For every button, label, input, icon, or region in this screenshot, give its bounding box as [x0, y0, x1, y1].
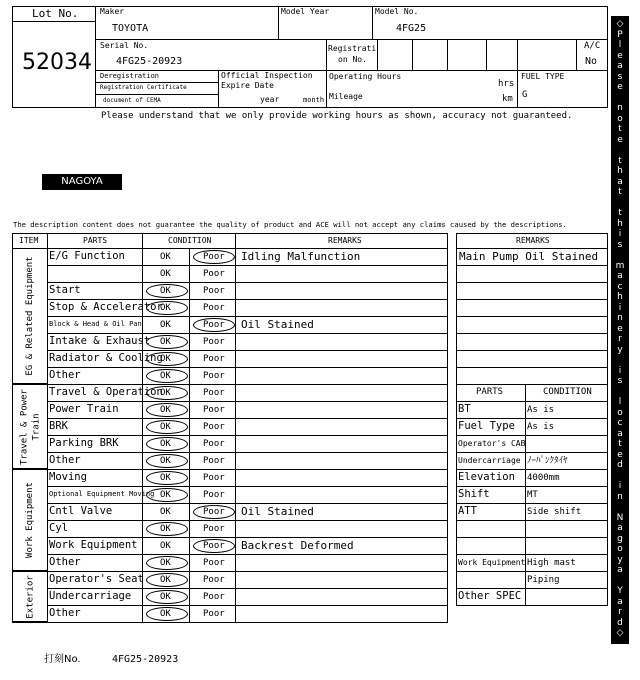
sidebar-char: c [617, 281, 623, 292]
poor-option: Poor [203, 354, 225, 364]
part-name: Cyl [49, 522, 68, 534]
sidebar-char: i [618, 229, 622, 240]
remarks-cell [235, 265, 448, 283]
poor-option: Poor [203, 439, 225, 449]
poor-option: Poor [203, 252, 225, 262]
poor-option: Poor [203, 286, 225, 296]
sidebar-text [611, 16, 629, 644]
sidebar-char: a [617, 271, 623, 282]
ok-selected-circle [146, 369, 188, 383]
ok-option: OK [160, 507, 171, 517]
ok-option: OK [160, 524, 171, 534]
right-remarks-row [456, 350, 608, 368]
lot-number: 52034 [22, 50, 92, 75]
location-sidebar [611, 16, 629, 644]
spec-part-name: Fuel Type [458, 420, 515, 432]
year-label: year [260, 95, 280, 104]
deregistration-divider-1 [95, 82, 219, 83]
spec-value-cell [525, 520, 608, 538]
remarks-cell [235, 282, 448, 300]
notice-text: Please understand that we only provide working hours as shown, accuracy not guaranteed. [101, 111, 573, 121]
part-name: Travel & Operation [49, 386, 163, 398]
ok-option: OK [160, 371, 171, 381]
sidebar-char: o [617, 407, 623, 418]
spec-part-name: Shift [458, 488, 490, 500]
spec-value-cell [525, 588, 608, 606]
spec-value: As is [527, 422, 555, 432]
ok-option: OK [160, 473, 171, 483]
sidebar-char: a [617, 428, 623, 439]
registration-label-2: on No. [338, 55, 367, 64]
registration-label-1: Registrati [328, 44, 377, 53]
ok-option: OK [160, 354, 171, 364]
poor-selected-circle [193, 539, 235, 553]
remarks-cell [235, 299, 448, 317]
part-name: Optional Equipment Moving [49, 490, 155, 498]
spec-value: High mast [527, 558, 576, 568]
sidebar-char: a [617, 596, 623, 607]
fuel-type-label: FUEL TYPE [521, 72, 565, 81]
ok-option: OK [160, 456, 171, 466]
ok-option: OK [160, 609, 171, 619]
remarks-cell [235, 418, 448, 436]
spec-value-cell [525, 537, 608, 555]
item-group-label: Travel & Power Train [19, 388, 41, 465]
sidebar-char: o [617, 544, 623, 555]
maker-value: TOYOTA [112, 23, 149, 34]
poor-option: Poor [203, 541, 225, 551]
part-name: Operator's Seat [49, 573, 144, 585]
ok-option: OK [160, 558, 171, 568]
spec-part-cell [456, 520, 526, 538]
remarks-cell [235, 384, 448, 402]
spec-value: 4000mm [527, 473, 560, 483]
part-name: Stop & Accelerator [49, 301, 163, 313]
ok-option: OK [160, 252, 171, 262]
remarks-cell [235, 571, 448, 589]
sidebar-char: n [617, 491, 623, 502]
poor-option: Poor [203, 558, 225, 568]
poor-option: Poor [203, 320, 225, 330]
sidebar-char: ◇ [616, 19, 624, 29]
part-name: Start [49, 284, 81, 296]
sidebar-char: y [617, 344, 623, 355]
remarks-cell [235, 554, 448, 572]
ok-option: OK [160, 575, 171, 585]
inspection-label-1: Official Inspection [221, 71, 313, 80]
mileage-label: Mileage [329, 92, 363, 101]
disclaimer-text: The description content does not guarantee the quality of product and ACE will not accept any claims caused by the descriptions. [13, 220, 567, 229]
part-name: Moving [49, 471, 87, 483]
sidebar-char: Y [617, 586, 623, 597]
sidebar-char: c [617, 418, 623, 429]
part-name: Work Equipment [49, 539, 138, 551]
remarks-cell [235, 605, 448, 623]
ok-selected-circle [146, 471, 188, 485]
col-item-header: ITEM [19, 236, 39, 245]
poor-option: Poor [203, 490, 225, 500]
remark-text: Oil Stained [241, 505, 314, 518]
poor-option: Poor [203, 303, 225, 313]
ok-selected-circle [146, 352, 188, 366]
lot-no-label: Lot No. [32, 7, 79, 20]
ok-option: OK [160, 592, 171, 602]
part-name: Power Train [49, 403, 119, 415]
poor-option: Poor [203, 456, 225, 466]
sidebar-char: o [617, 113, 623, 124]
ok-option: OK [160, 303, 171, 313]
remark-text: Backrest Deformed [241, 539, 354, 552]
sidebar-char: s [617, 71, 623, 82]
poor-option: Poor [203, 609, 225, 619]
spec-part-cell [456, 537, 526, 555]
spec-value: MT [527, 490, 538, 500]
sidebar-char: a [617, 176, 623, 187]
registration-box-2 [412, 39, 448, 71]
remarks-cell [235, 350, 448, 368]
model-no-label: Model No. [375, 7, 419, 16]
poor-option: Poor [203, 473, 225, 483]
part-name: Undercarriage [49, 590, 132, 602]
spec-part-cell [456, 571, 526, 589]
sidebar-char: a [617, 61, 623, 72]
sidebar-char: e [617, 82, 623, 93]
poor-option: Poor [203, 388, 225, 398]
operating-hours-label: Operating Hours [329, 72, 402, 81]
sidebar-char: m [615, 260, 625, 271]
ok-option: OK [160, 337, 171, 347]
maker-label: Maker [100, 7, 125, 16]
remarks-cell [235, 333, 448, 351]
poor-option: Poor [203, 507, 225, 517]
sidebar-char: N [616, 512, 624, 523]
col-remarks-header: REMARKS [328, 236, 362, 245]
ok-selected-circle [146, 386, 188, 400]
spec-part-name: Work Equipment [458, 558, 526, 567]
spec-value: Side shift [527, 507, 582, 517]
sidebar-char: i [618, 365, 622, 376]
ok-selected-circle [146, 454, 188, 468]
spec-part-name: BT [458, 403, 471, 415]
ok-option: OK [160, 320, 171, 330]
col-parts-header: PARTS [83, 236, 108, 245]
spec-part-name: Undercarriage [458, 456, 521, 465]
item-group-label: EG & Related Equipment [25, 256, 35, 376]
ac-value: No [585, 56, 598, 67]
ok-selected-circle [146, 488, 188, 502]
sidebar-char: h [617, 166, 623, 177]
ok-option: OK [160, 439, 171, 449]
footer-value: 4FG25-20923 [112, 654, 179, 665]
registration-certificate-label: Registration Certificate [100, 84, 187, 91]
ok-option: OK [160, 490, 171, 500]
sidebar-char: r [618, 334, 622, 345]
sidebar-char: r [618, 607, 622, 618]
ac-label: A/C [584, 41, 601, 51]
sidebar-char: e [617, 134, 623, 145]
ok-selected-circle [146, 590, 188, 604]
right-remark-line: Main Pump Oil Stained [459, 250, 599, 263]
cema-label: document of CEMA [103, 97, 161, 104]
poor-selected-circle [193, 318, 235, 332]
item-group-label: Exterior [25, 574, 35, 619]
spec-part-name: ATT [458, 505, 477, 517]
sidebar-char: i [618, 302, 622, 313]
sidebar-char: e [617, 449, 623, 460]
remarks-cell [235, 469, 448, 487]
part-name: Other [49, 369, 81, 381]
registration-box-4 [486, 39, 518, 71]
spec-value-cell [525, 435, 608, 453]
ok-selected-circle [146, 403, 188, 417]
registration-box-5 [517, 39, 577, 71]
ok-option: OK [160, 422, 171, 432]
ok-selected-circle [146, 607, 188, 621]
poor-option: Poor [203, 405, 225, 415]
ok-option: OK [160, 541, 171, 551]
sidebar-char: i [618, 481, 622, 492]
ok-selected-circle [146, 284, 188, 298]
right-remarks-row [456, 299, 608, 317]
sidebar-char: s [617, 376, 623, 387]
sidebar-char: a [617, 565, 623, 576]
sidebar-char: d [617, 460, 623, 471]
serial-value: 4FG25-20923 [116, 56, 183, 67]
item-group-label: Work Equipment [25, 482, 35, 558]
remarks-cell [235, 486, 448, 504]
ok-selected-circle [146, 437, 188, 451]
poor-selected-circle [193, 505, 235, 519]
part-name: Radiator & Cooling [49, 352, 163, 364]
sidebar-char: t [618, 155, 622, 166]
part-name: Intake & Exhaust [49, 335, 151, 347]
spec-col-condition-header: CONDITION [543, 387, 592, 397]
sidebar-char: a [617, 523, 623, 534]
right-remarks-header: REMARKS [516, 236, 550, 245]
ok-selected-circle [146, 301, 188, 315]
part-name: Other [49, 454, 81, 466]
right-remarks-row [456, 367, 608, 385]
footer-label: 打刻No. [44, 654, 81, 665]
sidebar-char: l [618, 397, 622, 408]
sidebar-char: t [618, 187, 622, 198]
remarks-cell [235, 401, 448, 419]
inspection-label-2: Expire Date [221, 81, 274, 90]
location-badge: NAGOYA [42, 174, 122, 190]
spec-part-name: Operator's CAB [458, 439, 526, 448]
ok-selected-circle [146, 573, 188, 587]
poor-option: Poor [203, 524, 225, 534]
part-name: Other [49, 556, 81, 568]
right-remarks-row [456, 265, 608, 283]
sidebar-char: d [617, 617, 623, 628]
sidebar-char: t [618, 124, 622, 135]
sidebar-char: y [617, 554, 623, 565]
spec-value: Piping [527, 575, 560, 585]
ok-option: OK [160, 269, 171, 279]
part-name: Other [49, 607, 81, 619]
registration-box-1 [377, 39, 413, 71]
col-condition-header: CONDITION [168, 236, 212, 245]
part-name: E/G Function [49, 250, 125, 262]
sidebar-char: l [618, 40, 622, 51]
sidebar-char: h [617, 292, 623, 303]
sidebar-char: s [617, 239, 623, 250]
ok-option: OK [160, 388, 171, 398]
spec-part-name: Other SPEC [458, 590, 522, 602]
sidebar-char: e [617, 323, 623, 334]
sidebar-char: h [617, 218, 623, 229]
sidebar-char: n [617, 103, 623, 114]
remarks-cell [235, 452, 448, 470]
part-name: Parking BRK [49, 437, 119, 449]
ok-selected-circle [146, 420, 188, 434]
ok-selected-circle [146, 522, 188, 536]
part-name: Cntl Valve [49, 505, 113, 517]
right-remarks-row [456, 316, 608, 334]
remarks-cell [235, 520, 448, 538]
spec-value: ﾉｰﾊﾟﾝｸﾀｲﾔ [527, 456, 568, 466]
month-label: month [303, 96, 325, 104]
poor-option: Poor [203, 422, 225, 432]
sidebar-char: t [618, 439, 622, 450]
serial-label: Serial No. [100, 41, 149, 50]
remark-text: Idling Malfunction [241, 250, 361, 263]
part-name: BRK [49, 420, 68, 432]
spec-col-parts-header: PARTS [476, 387, 504, 397]
remark-text: Oil Stained [241, 318, 314, 331]
registration-box-3 [447, 39, 487, 71]
part-name: Block & Head & Oil Pan [49, 320, 142, 328]
deregistration-label: Deregistration [100, 72, 160, 80]
km-label: km [502, 94, 513, 104]
remarks-cell [235, 367, 448, 385]
poor-option: Poor [203, 592, 225, 602]
sidebar-char: ◇ [616, 628, 624, 639]
ok-option: OK [160, 286, 171, 296]
ok-option: OK [160, 405, 171, 415]
spec-part-name: Elevation [458, 471, 515, 483]
sidebar-char: t [618, 208, 622, 219]
poor-option: Poor [203, 575, 225, 585]
remarks-cell [235, 588, 448, 606]
poor-option: Poor [203, 371, 225, 381]
model-no-value: 4FG25 [396, 23, 427, 34]
spec-value: As is [527, 405, 555, 415]
remarks-cell [235, 435, 448, 453]
parts-cell [47, 265, 143, 283]
hrs-label: hrs [498, 79, 515, 89]
sidebar-char: e [617, 50, 623, 61]
ok-selected-circle [146, 335, 188, 349]
sidebar-char: g [617, 533, 623, 544]
poor-option: Poor [203, 337, 225, 347]
right-remarks-row [456, 282, 608, 300]
model-year-label: Model Year [281, 7, 330, 16]
fuel-type-value: G [522, 90, 528, 100]
deregistration-divider-2 [95, 94, 219, 95]
poor-selected-circle [193, 250, 235, 264]
right-remarks-row [456, 333, 608, 351]
poor-option: Poor [203, 269, 225, 279]
sidebar-char: n [617, 313, 623, 324]
ok-selected-circle [146, 556, 188, 570]
sidebar-char: P [617, 29, 623, 40]
